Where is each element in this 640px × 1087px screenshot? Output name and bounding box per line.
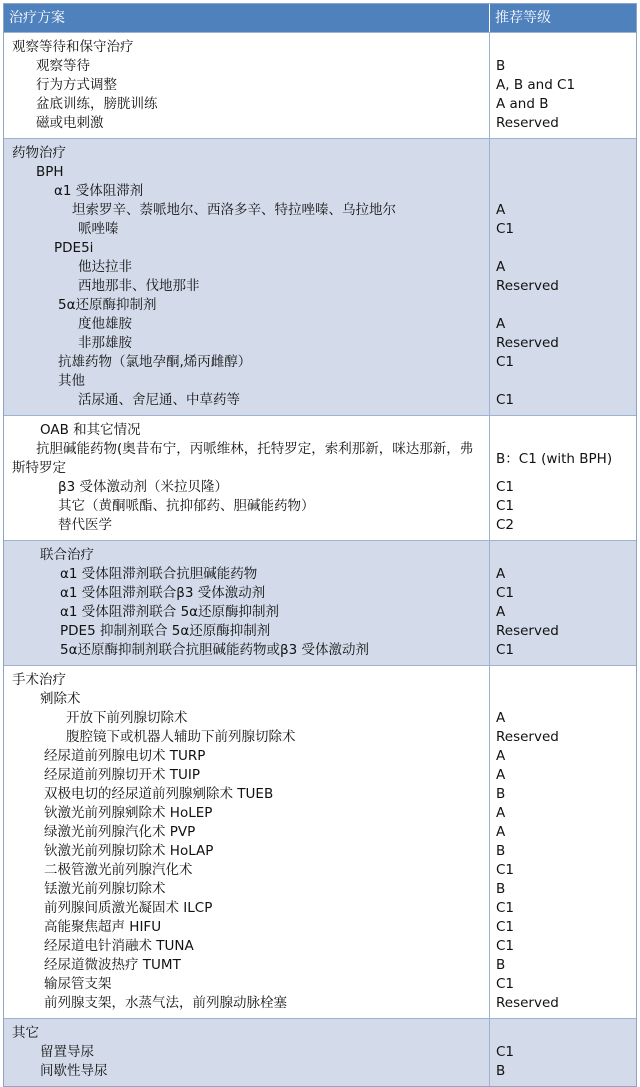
- grade-cell: C1: [496, 642, 515, 658]
- table-row: [4, 334, 636, 353]
- table-section: [4, 665, 636, 1018]
- grade-cell: Reserved: [496, 335, 559, 351]
- grade-cell: C1: [496, 976, 515, 992]
- grade-cell: B: [496, 881, 506, 897]
- table-row: [4, 1043, 636, 1062]
- grade-cell: C1: [496, 862, 515, 878]
- treatment-cell: 钬激光前列腺切除术 HoLAP: [4, 842, 490, 861]
- treatment-table: [3, 3, 637, 1087]
- table-row: [4, 38, 636, 57]
- treatment-cell: 绿激光前列腺汽化术 PVP: [4, 823, 490, 842]
- table-row: [4, 239, 636, 258]
- treatment-cell: 钬激光前列腺剜除术 HoLEP: [4, 804, 490, 823]
- treatment-cell: 铥激光前列腺切除术: [4, 880, 490, 899]
- grade-cell: B: [496, 843, 506, 859]
- grade-cell: [490, 421, 636, 440]
- table-row: [4, 785, 636, 804]
- treatment-cell: 其它: [4, 1024, 490, 1043]
- treatment-cell: 联合治疗: [4, 546, 490, 565]
- table-body: [4, 32, 636, 1086]
- treatment-cell: OAB 和其它情况: [4, 421, 490, 440]
- treatment-cell: 剜除术: [4, 690, 490, 709]
- table-row: [4, 918, 636, 937]
- treatment-cell: 药物治疗: [4, 144, 490, 163]
- grade-cell: A: [496, 824, 506, 840]
- grade-cell: B: [496, 1063, 506, 1079]
- table-section: [4, 138, 636, 415]
- grade-cell: A: [496, 710, 506, 726]
- grade-cell: Reserved: [496, 729, 559, 745]
- grade-cell: A: [496, 202, 506, 218]
- grade-cell: [490, 144, 636, 163]
- treatment-cell: α1 受体阻滞剂联合β3 受体激动剂: [4, 584, 490, 603]
- grade-cell: C1: [496, 919, 515, 935]
- treatment-cell: 行为方式调整: [4, 76, 490, 95]
- treatment-cell: 手术治疗: [4, 671, 490, 690]
- table-row: [4, 76, 636, 95]
- treatment-cell: 其他: [4, 372, 490, 391]
- grade-cell: A: [496, 805, 506, 821]
- table-row: [4, 671, 636, 690]
- grade-cell: [490, 1024, 636, 1043]
- treatment-cell: 前列腺间质激光凝固术 ILCP: [4, 899, 490, 918]
- table-row: [4, 258, 636, 277]
- table-row: [4, 182, 636, 201]
- table-row: [4, 1062, 636, 1081]
- table-row: [4, 95, 636, 114]
- table-row: [4, 201, 636, 220]
- treatment-cell: 二极管激光前列腺汽化术: [4, 861, 490, 880]
- treatment-cell: 哌唑嗪: [4, 220, 490, 239]
- table-row: [4, 114, 636, 133]
- table-row: [4, 144, 636, 163]
- treatment-cell: BPH: [4, 163, 490, 182]
- table-row: [4, 163, 636, 182]
- grade-cell: C1: [496, 900, 515, 916]
- table-row: [4, 842, 636, 861]
- table-row: [4, 440, 636, 478]
- grade-cell: A, B and C1: [496, 77, 576, 93]
- grade-cell: Reserved: [496, 995, 559, 1011]
- table-row: [4, 937, 636, 956]
- treatment-cell: 活尿通、舍尼通、中草药等: [4, 391, 490, 410]
- table-row: [4, 880, 636, 899]
- grade-cell: C1: [496, 221, 515, 237]
- table-row: [4, 296, 636, 315]
- table-section: [4, 540, 636, 665]
- treatment-cell: 留置导尿: [4, 1043, 490, 1062]
- grade-cell: [490, 671, 636, 690]
- grade-cell: B: [496, 58, 506, 74]
- grade-cell: A: [496, 767, 506, 783]
- grade-cell: A: [496, 748, 506, 764]
- treatment-cell: 经尿道前列腺电切术 TURP: [4, 747, 490, 766]
- treatment-cell: 高能聚焦超声 HIFU: [4, 918, 490, 937]
- table-row: [4, 546, 636, 565]
- table-row: [4, 57, 636, 76]
- table-row: [4, 220, 636, 239]
- treatment-cell: 输尿管支架: [4, 975, 490, 994]
- grade-cell: C1: [496, 1044, 515, 1060]
- grade-cell: C1: [496, 392, 515, 408]
- treatment-cell: α1 受体阻滞剂联合 5α还原酶抑制剂: [4, 603, 490, 622]
- treatment-cell: PDE5i: [4, 239, 490, 258]
- table-row: [4, 690, 636, 709]
- table-header: [4, 4, 636, 32]
- table-row: [4, 478, 636, 497]
- grade-cell: B: [496, 957, 506, 973]
- treatment-cell: 他达拉非: [4, 258, 490, 277]
- treatment-cell: 5α还原酶抑制剂联合抗胆碱能药物或β3 受体激动剂: [4, 641, 490, 660]
- treatment-cell: 腹腔镜下或机器人辅助下前列腺切除术: [4, 728, 490, 747]
- table-row: [4, 277, 636, 296]
- table-row: [4, 747, 636, 766]
- table-row: [4, 804, 636, 823]
- table-row: [4, 565, 636, 584]
- table-row: [4, 861, 636, 880]
- grade-cell: [490, 182, 636, 201]
- treatment-cell: 观察等待和保守治疗: [4, 38, 490, 57]
- grade-cell: [490, 163, 636, 182]
- treatment-cell: 双极电切的经尿道前列腺剜除术 TUEB: [4, 785, 490, 804]
- grade-cell: [490, 38, 636, 57]
- grade-cell: A and B: [496, 96, 549, 112]
- table-row: [4, 823, 636, 842]
- table-row: [4, 497, 636, 516]
- grade-cell: A: [496, 566, 506, 582]
- header-treatment: 治疗方案: [4, 4, 490, 32]
- table-row: [4, 994, 636, 1013]
- grade-cell: C1: [496, 938, 515, 954]
- table-row: [4, 709, 636, 728]
- treatment-cell: 西地那非、伐地那非: [4, 277, 490, 296]
- grade-cell: B：C1 (with BPH): [496, 451, 613, 467]
- table-row: [4, 728, 636, 747]
- table-row: [4, 956, 636, 975]
- table-row: [4, 372, 636, 391]
- treatment-cell: β3 受体激动剂（米拉贝隆）: [4, 478, 490, 497]
- table-row: [4, 603, 636, 622]
- grade-cell: C2: [496, 517, 515, 533]
- treatment-cell: 经尿道微波热疗 TUMT: [4, 956, 490, 975]
- grade-cell: Reserved: [496, 623, 559, 639]
- treatment-cell: α1 受体阻滞剂: [4, 182, 490, 201]
- table-row: [4, 622, 636, 641]
- table-row: [4, 391, 636, 410]
- treatment-cell: 坦索罗辛、萘哌地尔、西洛多辛、特拉唑嗪、乌拉地尔: [4, 201, 490, 220]
- table-row: [4, 421, 636, 440]
- table-row: [4, 1024, 636, 1043]
- treatment-cell: PDE5 抑制剂联合 5α还原酶抑制剂: [4, 622, 490, 641]
- grade-cell: B: [496, 786, 506, 802]
- treatment-cell: 磁或电刺激: [4, 114, 490, 133]
- treatment-cell: 间歇性导尿: [4, 1062, 490, 1081]
- grade-cell: [490, 239, 636, 258]
- grade-cell: Reserved: [496, 115, 559, 131]
- grade-cell: C1: [496, 585, 515, 601]
- grade-cell: [490, 296, 636, 315]
- grade-cell: A: [496, 316, 506, 332]
- treatment-cell: 替代医学: [4, 516, 490, 535]
- table-row: [4, 516, 636, 535]
- treatment-cell: 非那雄胺: [4, 334, 490, 353]
- grade-cell: C1: [496, 479, 515, 495]
- table-row: [4, 353, 636, 372]
- treatment-cell: 其它（黄酮哌酯、抗抑郁药、胆碱能药物）: [4, 497, 490, 516]
- grade-cell: A: [496, 604, 506, 620]
- treatment-cell: α1 受体阻滞剂联合抗胆碱能药物: [4, 565, 490, 584]
- header-grade: 推荐等级: [495, 10, 551, 26]
- treatment-cell: 盆底训练，膀胱训练: [4, 95, 490, 114]
- table-row: [4, 584, 636, 603]
- grade-cell: [490, 546, 636, 565]
- grade-cell: A: [496, 259, 506, 275]
- treatment-cell: 前列腺支架，水蒸气法，前列腺动脉栓塞: [4, 994, 490, 1013]
- table-row: [4, 899, 636, 918]
- table-row: [4, 315, 636, 334]
- grade-cell: [490, 690, 636, 709]
- grade-cell: [490, 372, 636, 391]
- treatment-cell: 抗胆碱能药物(奥昔布宁，丙哌维林，托特罗定，索利那新，咪达那新，弗斯特罗定: [4, 440, 490, 478]
- treatment-cell: 5α还原酶抑制剂: [4, 296, 490, 315]
- grade-cell: C1: [496, 498, 515, 514]
- grade-cell: Reserved: [496, 278, 559, 294]
- table-section: [4, 32, 636, 138]
- table-section: [4, 1018, 636, 1086]
- table-section: [4, 415, 636, 540]
- treatment-cell: 观察等待: [4, 57, 490, 76]
- treatment-cell: 抗雄药物（氯地孕酮,烯丙雌醇）: [4, 353, 490, 372]
- treatment-cell: 开放下前列腺切除术: [4, 709, 490, 728]
- table-row: [4, 766, 636, 785]
- grade-cell: C1: [496, 354, 515, 370]
- treatment-cell: 经尿道前列腺切开术 TUIP: [4, 766, 490, 785]
- table-row: [4, 975, 636, 994]
- table-row: [4, 641, 636, 660]
- treatment-cell: 度他雄胺: [4, 315, 490, 334]
- treatment-cell: 经尿道电针消融术 TUNA: [4, 937, 490, 956]
